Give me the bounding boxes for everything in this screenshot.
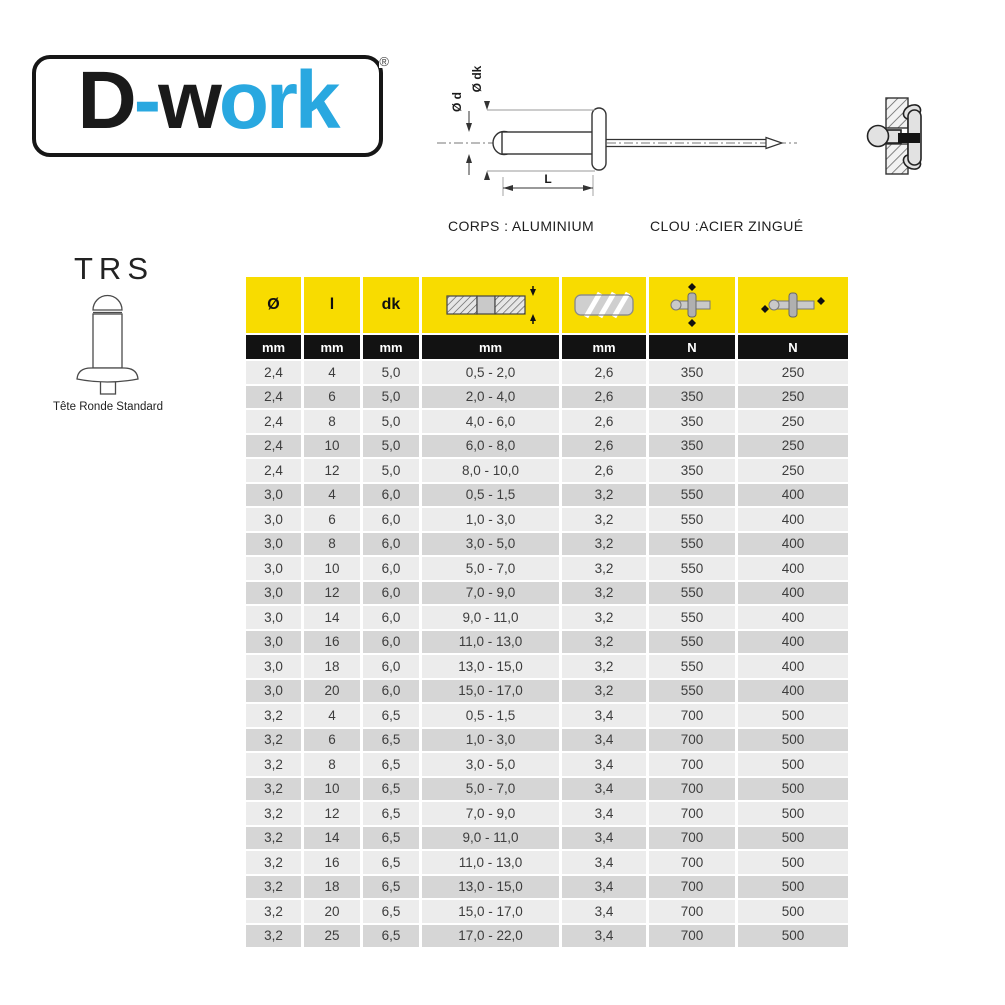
- table-cell: 5,0 - 7,0: [422, 778, 559, 801]
- table-cell: 3,0: [246, 557, 301, 580]
- table-cell: 18: [304, 876, 360, 899]
- nail-material-label: CLOU :ACIER ZINGUÉ: [650, 218, 804, 234]
- table-cell: 4: [304, 484, 360, 507]
- table-cell: 3,2: [562, 631, 646, 654]
- mandrel-remnant: [898, 133, 920, 143]
- table-cell: 550: [649, 484, 735, 507]
- table-cell: 350: [649, 361, 735, 384]
- table-cell: 400: [738, 557, 848, 580]
- table-cell: 3,2: [562, 680, 646, 703]
- table-cell: 6: [304, 729, 360, 752]
- table-cell: 3,4: [562, 753, 646, 776]
- table-cell: 3,4: [562, 827, 646, 850]
- table-cell: 6,5: [363, 827, 419, 850]
- rivet-side-diagram: [435, 55, 800, 205]
- table-cell: 350: [649, 386, 735, 409]
- table-cell: 3,2: [246, 802, 301, 825]
- table-cell: 3,0: [246, 680, 301, 703]
- table-cell: 6,0: [363, 680, 419, 703]
- table-cell: 3,4: [562, 851, 646, 874]
- table-cell: 5,0: [363, 435, 419, 458]
- rivet-body: [93, 314, 122, 368]
- table-cell: 8,0 - 10,0: [422, 459, 559, 482]
- table-cell: 25: [304, 925, 360, 948]
- table-cell: 6,0: [363, 655, 419, 678]
- table-cell: 500: [738, 851, 848, 874]
- table-cell: 6: [304, 508, 360, 531]
- rivet-table: [246, 277, 848, 947]
- table-cell: 5,0: [363, 361, 419, 384]
- col-header-drill: [562, 277, 646, 333]
- table-cell: 1,0 - 3,0: [422, 729, 559, 752]
- table-cell: 7,0 - 9,0: [422, 582, 559, 605]
- col-header-diameter: Ø: [246, 277, 301, 333]
- unit-cell: mm: [562, 335, 646, 359]
- table-cell: 6,0: [363, 508, 419, 531]
- table-cell: 700: [649, 851, 735, 874]
- col-header-tensile: [738, 277, 848, 333]
- rivet-body: [502, 132, 593, 154]
- table-cell: 6,5: [363, 925, 419, 948]
- table-cell: 550: [649, 582, 735, 605]
- table-cell: 15,0 - 17,0: [422, 900, 559, 923]
- table-cell: 700: [649, 729, 735, 752]
- table-cell: 5,0: [363, 410, 419, 433]
- table-cell: 700: [649, 900, 735, 923]
- table-cell: 3,2: [562, 508, 646, 531]
- table-cell: 550: [649, 557, 735, 580]
- dim-label-dk: Ø dk: [470, 65, 484, 93]
- table-cell: 13,0 - 15,0: [422, 876, 559, 899]
- table-cell: 3,2: [246, 704, 301, 727]
- table-cell: 400: [738, 533, 848, 556]
- table-cell: 400: [738, 484, 848, 507]
- table-cell: 3,0 - 5,0: [422, 533, 559, 556]
- table-cell: 700: [649, 778, 735, 801]
- installed-rivet-cross-section: [862, 84, 957, 196]
- table-cell: 14: [304, 606, 360, 629]
- table-cell: 12: [304, 459, 360, 482]
- bulged-head: [868, 126, 889, 147]
- table-cell: 2,6: [562, 361, 646, 384]
- dome-head: [93, 296, 122, 311]
- table-cell: 14: [304, 827, 360, 850]
- table-cell: 500: [738, 802, 848, 825]
- table-cell: 3,0: [246, 655, 301, 678]
- table-cell: 9,0 - 11,0: [422, 827, 559, 850]
- table-cell: 500: [738, 925, 848, 948]
- table-cell: 8: [304, 753, 360, 776]
- unit-cell: N: [738, 335, 848, 359]
- col-header-grip: [422, 277, 559, 333]
- dim-label-L: L: [544, 172, 552, 186]
- table-cell: 3,4: [562, 925, 646, 948]
- table-cell: 0,5 - 1,5: [422, 484, 559, 507]
- table-cell: 3,2: [246, 925, 301, 948]
- body-material-label: CORPS : ALUMINIUM: [448, 218, 595, 234]
- table-cell: 1,0 - 3,0: [422, 508, 559, 531]
- grip-range-icon: [439, 285, 543, 325]
- table-cell: 500: [738, 827, 848, 850]
- table-cell: 10: [304, 435, 360, 458]
- table-cell: 6,5: [363, 802, 419, 825]
- trs-rivet-illustration: [65, 284, 185, 406]
- table-cell: 20: [304, 680, 360, 703]
- logo-wordmark: [77, 55, 338, 152]
- table-cell: 6,0 - 8,0: [422, 435, 559, 458]
- product-caption: Tête Ronde Standard: [53, 401, 163, 413]
- table-cell: 5,0: [363, 459, 419, 482]
- table-cell: 8: [304, 533, 360, 556]
- table-cell: 6,5: [363, 729, 419, 752]
- table-cell: 550: [649, 606, 735, 629]
- table-cell: 350: [649, 410, 735, 433]
- table-cell: 3,2: [246, 851, 301, 874]
- logo-letter: D: [77, 55, 134, 146]
- table-cell: 6,0: [363, 557, 419, 580]
- table-cell: 400: [738, 631, 848, 654]
- table-cell: 400: [738, 582, 848, 605]
- table-cell: 6,5: [363, 900, 419, 923]
- table-cell: 2,4: [246, 459, 301, 482]
- table-cell: 700: [649, 704, 735, 727]
- table-cell: 3,0 - 5,0: [422, 753, 559, 776]
- table-cell: 3,4: [562, 778, 646, 801]
- table-cell: 250: [738, 459, 848, 482]
- table-cell: 6,5: [363, 704, 419, 727]
- table-cell: 3,2: [562, 655, 646, 678]
- table-cell: 250: [738, 386, 848, 409]
- table-cell: 3,0: [246, 606, 301, 629]
- table-cell: 7,0 - 9,0: [422, 802, 559, 825]
- table-cell: 6,5: [363, 851, 419, 874]
- table-cell: 3,4: [562, 802, 646, 825]
- table-cell: 3,4: [562, 729, 646, 752]
- product-code: TRS: [74, 251, 154, 286]
- table-cell: 0,5 - 1,5: [422, 704, 559, 727]
- table-cell: 2,6: [562, 410, 646, 433]
- table-cell: 6,5: [363, 753, 419, 776]
- table-cell: 6,0: [363, 606, 419, 629]
- table-cell: 500: [738, 753, 848, 776]
- table-cell: 3,2: [246, 729, 301, 752]
- table-cell: 500: [738, 704, 848, 727]
- table-cell: 3,2: [562, 557, 646, 580]
- table-cell: 350: [649, 459, 735, 482]
- table-cell: 13,0 - 15,0: [422, 655, 559, 678]
- table-cell: 3,2: [246, 778, 301, 801]
- unit-cell: mm: [246, 335, 301, 359]
- table-cell: 500: [738, 900, 848, 923]
- unit-cell: mm: [422, 335, 559, 359]
- dwork-logo: [32, 54, 389, 157]
- rivet-flange: [77, 368, 138, 382]
- dim-label-d: Ø d: [450, 92, 464, 112]
- table-cell: 700: [649, 802, 735, 825]
- col-header-shear: [649, 277, 735, 333]
- shear-strength-icon: [669, 282, 715, 328]
- unit-cell: mm: [363, 335, 419, 359]
- table-cell: 700: [649, 827, 735, 850]
- table-cell: 4: [304, 704, 360, 727]
- table-cell: 4,0 - 6,0: [422, 410, 559, 433]
- table-cell: 10: [304, 557, 360, 580]
- table-cell: 3,4: [562, 704, 646, 727]
- table-cell: 250: [738, 410, 848, 433]
- table-cell: 3,0: [246, 533, 301, 556]
- table-cell: 0,5 - 2,0: [422, 361, 559, 384]
- table-cell: 18: [304, 655, 360, 678]
- table-cell: 550: [649, 533, 735, 556]
- col-header-length: l: [304, 277, 360, 333]
- table-cell: 3,2: [562, 582, 646, 605]
- table-cell: 500: [738, 876, 848, 899]
- table-cell: 700: [649, 925, 735, 948]
- table-cell: 3,0: [246, 508, 301, 531]
- table-cell: 3,0: [246, 582, 301, 605]
- table-cell: 16: [304, 851, 360, 874]
- drill-hole-icon: [573, 291, 635, 319]
- table-cell: 5,0: [363, 386, 419, 409]
- table-cell: 2,6: [562, 459, 646, 482]
- table-cell: 400: [738, 655, 848, 678]
- table-cell: 20: [304, 900, 360, 923]
- col-header-headdiameter: dk: [363, 277, 419, 333]
- table-cell: 2,4: [246, 386, 301, 409]
- unit-cell: N: [649, 335, 735, 359]
- table-cell: 2,4: [246, 410, 301, 433]
- logo-letter: -: [133, 55, 159, 146]
- table-cell: 6: [304, 386, 360, 409]
- table-cell: 3,2: [246, 900, 301, 923]
- table-cell: 2,6: [562, 435, 646, 458]
- table-cell: 12: [304, 802, 360, 825]
- table-cell: 6,0: [363, 582, 419, 605]
- table-cell: 6,0: [363, 533, 419, 556]
- table-cell: 550: [649, 655, 735, 678]
- table-cell: 3,4: [562, 900, 646, 923]
- logo-letter: ork: [218, 55, 338, 146]
- table-cell: 12: [304, 582, 360, 605]
- table-cell: 400: [738, 508, 848, 531]
- table-cell: 3,2: [562, 606, 646, 629]
- table-cell: 3,2: [562, 533, 646, 556]
- table-cell: 11,0 - 13,0: [422, 851, 559, 874]
- table-cell: 16: [304, 631, 360, 654]
- table-cell: 17,0 - 22,0: [422, 925, 559, 948]
- table-cell: 4: [304, 361, 360, 384]
- table-cell: 350: [649, 435, 735, 458]
- table-cell: 3,2: [246, 827, 301, 850]
- table-cell: 2,4: [246, 435, 301, 458]
- table-cell: 3,2: [246, 876, 301, 899]
- table-cell: 3,0: [246, 484, 301, 507]
- table-cell: 500: [738, 729, 848, 752]
- table-cell: 8: [304, 410, 360, 433]
- table-cell: 3,0: [246, 631, 301, 654]
- table-cell: 2,4: [246, 361, 301, 384]
- table-cell: 500: [738, 778, 848, 801]
- tensile-strength-icon: [760, 288, 826, 322]
- table-cell: 10: [304, 778, 360, 801]
- table-cell: 400: [738, 680, 848, 703]
- table-cell: 400: [738, 606, 848, 629]
- table-cell: 550: [649, 631, 735, 654]
- table-cell: 6,5: [363, 778, 419, 801]
- table-cell: 250: [738, 361, 848, 384]
- rivet-flange: [592, 108, 606, 170]
- table-cell: 700: [649, 876, 735, 899]
- table-cell: 3,4: [562, 876, 646, 899]
- mandrel-tip: [766, 138, 782, 149]
- table-cell: 11,0 - 13,0: [422, 631, 559, 654]
- registered-trademark-icon: ®: [379, 54, 389, 69]
- table-cell: 2,6: [562, 386, 646, 409]
- table-cell: 550: [649, 680, 735, 703]
- table-cell: 5,0 - 7,0: [422, 557, 559, 580]
- table-cell: 700: [649, 753, 735, 776]
- table-cell: 9,0 - 11,0: [422, 606, 559, 629]
- logo-letter: w: [158, 55, 219, 146]
- table-cell: 15,0 - 17,0: [422, 680, 559, 703]
- table-cell: 6,0: [363, 631, 419, 654]
- unit-cell: mm: [304, 335, 360, 359]
- table-cell: 3,2: [246, 753, 301, 776]
- table-cell: 2,0 - 4,0: [422, 386, 559, 409]
- table-cell: 250: [738, 435, 848, 458]
- table-cell: 6,0: [363, 484, 419, 507]
- table-cell: 6,5: [363, 876, 419, 899]
- table-cell: 550: [649, 508, 735, 531]
- table-cell: 3,2: [562, 484, 646, 507]
